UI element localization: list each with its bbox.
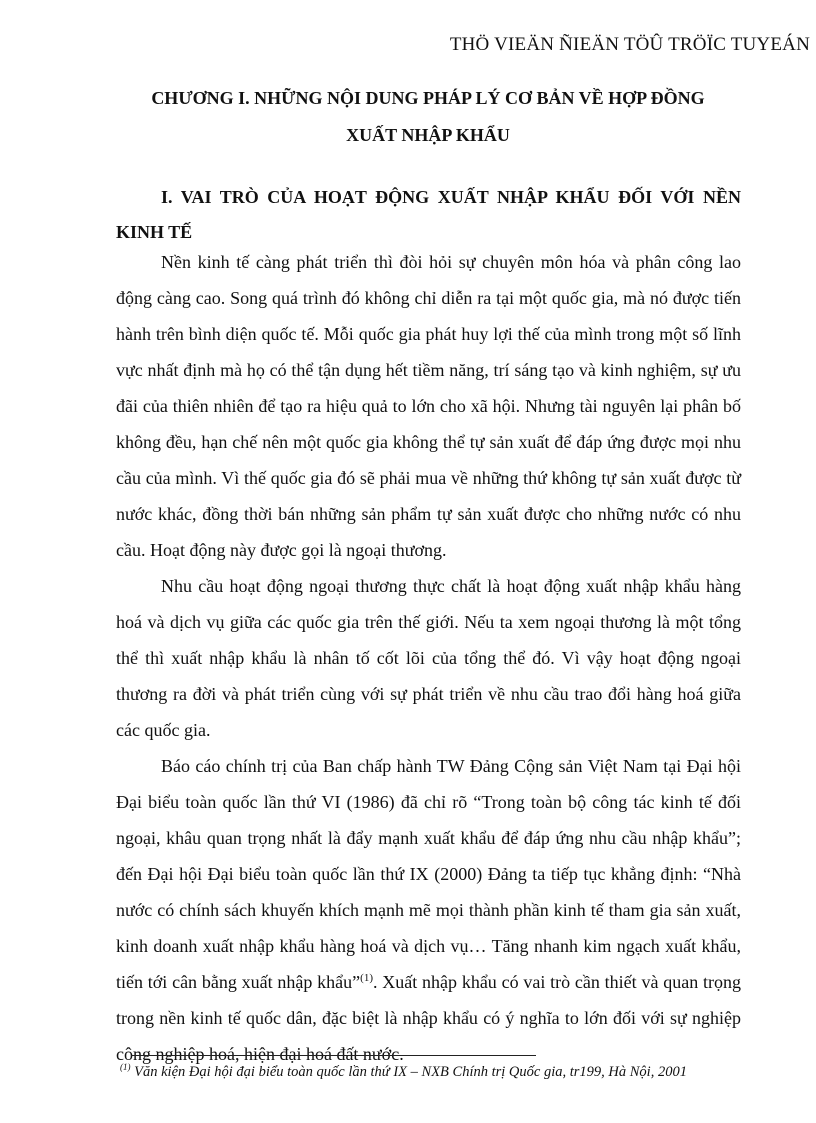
paragraph-2: Nhu cầu hoạt động ngoại thương thực chất là hoạt động xuất nhập khẩu hàng hoá và dịch vụ giữa các quốc gia trên thế giới. Nếu ta xem ngoại thương là một tổng thể thì xuất nhập khẩu là nhân tố cốt lõi của tổng thể đó. Vì vậy hoạt động ngoại thương ra đời và phát triển cùng với sự phát triển về nhu cầu trao đổi hàng hoá giữa các quốc gia.: [116, 576, 741, 740]
section-heading-line-2: KINH TẾ: [116, 222, 193, 242]
paragraph-3: [116, 748, 741, 1072]
paragraph-3-text-a: Báo cáo chính trị của Ban chấp hành TW Đảng Cộng sản Việt Nam tại Đại hội Đại biểu toàn quốc lần thứ VI (1986) đã chỉ rõ “Trong toàn bộ công tác kinh tế đối ngoại, khâu quan trọng nhất là đẩy mạnh xuất khẩu để đáp ứng nhu cầu nhập khẩu”; đến Đại hội Đại biểu toàn quốc lần thứ IX (2000) Đảng ta tiếp tục khẳng định: “Nhà nước có chính sách khuyến khích mạnh mẽ mọi thành phần kinh tế tham gia sản xuất, kinh doanh xuất nhập khẩu hàng hoá và dịch vụ… Tăng nhanh kim ngạch xuất khẩu, tiến tới cân bằng xuất nhập khẩu”: [116, 756, 741, 992]
chapter-title-line-1: CHƯƠNG I. NHỮNG NỘI DUNG PHÁP LÝ CƠ BẢN VỀ HỢP ĐỒNG: [151, 88, 705, 108]
paragraph-1: Nền kinh tế càng phát triển thì đòi hỏi sự chuyên môn hóa và phân công lao động càng cao. Song quá trình đó không chỉ diễn ra tại một quốc gia, mà nó được tiến hành trên bình diện quốc tế. Mỗi quốc gia phát huy lợi thế của mình trong một số lĩnh vực nhất định mà họ có thể tận dụng hết tiềm năng, trí sáng tạo và kinh nghiệm, sự ưu đãi của thiên nhiên để tạo ra hiệu quả to lớn cho xã hội. Nhưng tài nguyên lại phân bố không đều, hạn chế nên một quốc gia không thể tự sản xuất để đáp ứng được mọi nhu cầu của mình. Vì thế quốc gia đó sẽ phải mua về những thứ không tự sản xuất được từ nước khác, đồng thời bán những sản phẩm tự sản xuất được cho những nước có nhu cầu. Hoạt động này được gọi là ngoại thương.: [116, 252, 741, 560]
section-heading: [116, 180, 741, 250]
chapter-title-line-2: XUẤT NHẬP KHẨU: [346, 125, 510, 145]
chapter-title: [118, 80, 738, 154]
footnote-mark: (1): [120, 1062, 131, 1072]
footnote-reference: (1): [360, 972, 373, 984]
body-text: [116, 244, 741, 1072]
section-heading-line-1: I. VAI TRÒ CỦA HOẠT ĐỘNG XUẤT NHẬP KHẨU ĐỐI VỚI NỀN: [161, 187, 741, 207]
page-header: THÖ VIEÄN ÑIEÄN TÖÛ TRÖÏC TUYEÁN: [449, 34, 810, 55]
footnote-text: Văn kiện Đại hội đại biểu toàn quốc lần thứ IX – NXB Chính trị Quốc gia, tr199, Hà Nội, 2001: [130, 1064, 687, 1080]
paragraph-3-text-b: . Xuất nhập khẩu có vai trò cần thiết và quan trọng trong nền kinh tế quốc dân, đặc biệt là nhập khẩu có ý nghĩa to lớn đối với sự nghiệp công nghiệp hoá, hiện đại hoá đất nước.: [116, 972, 742, 1064]
footnote: [120, 1064, 760, 1081]
footnote-divider: [131, 1055, 536, 1056]
